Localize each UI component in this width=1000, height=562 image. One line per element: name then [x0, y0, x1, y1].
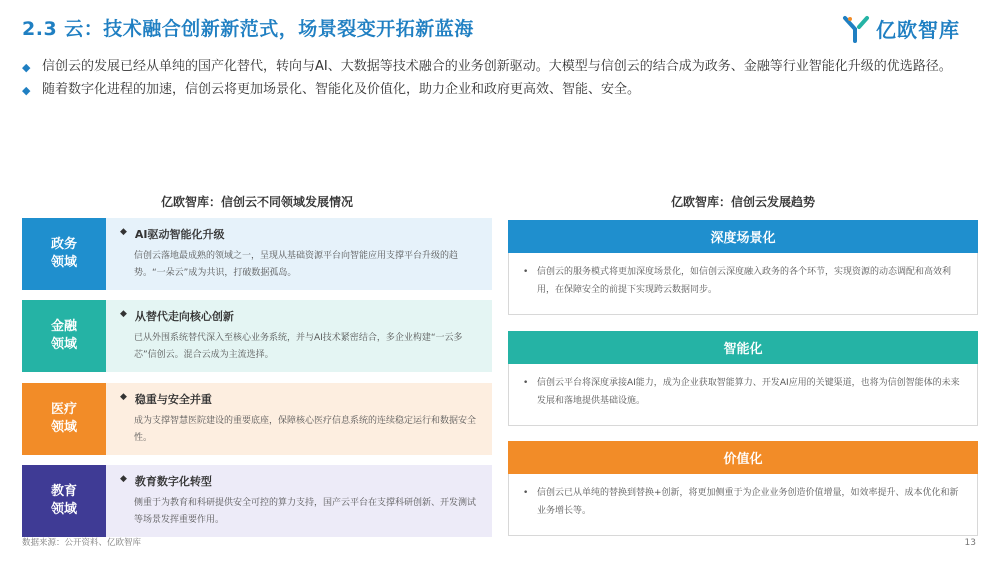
domain-heading — [120, 473, 482, 489]
domain-heading — [120, 226, 482, 242]
domain-row-education — [22, 465, 492, 537]
trend-body — [508, 474, 978, 536]
bullet-dot-icon: • — [523, 267, 529, 277]
bullet-item — [22, 58, 982, 77]
page-title: 2.3 云：技术融合创新新范式，场景裂变开拓新蓝海 — [22, 18, 474, 40]
domain-heading — [120, 391, 482, 407]
domain-heading-text: 教育数字化转型 — [134, 475, 212, 488]
trend-body — [508, 253, 978, 315]
domain-body — [106, 383, 492, 455]
domain-row-finance — [22, 300, 492, 372]
logo-icon — [842, 15, 872, 43]
logo — [842, 14, 960, 43]
domain-heading-text: 从替代走向核心创新 — [134, 310, 234, 323]
diamond-icon: ◆ — [120, 392, 127, 402]
domain-row-medical — [22, 383, 492, 455]
domain-desc: 已从外围系统替代深入至核心业务系统，并与AI技术紧密结合，多企业构建“一云多芯”信创云。混合云成为主流选择。 — [134, 333, 463, 360]
trend-text: 信创云的服务模式将更加深度场景化，如信创云深度融入政务的各个环节，实现资源的动态调配和高效利用，在保障安全的前提下实现跨云数据同步。 — [537, 267, 952, 295]
domain-row-government — [22, 218, 492, 290]
right-section-title: 亿欧智库：信创云发展趋势 — [670, 195, 815, 209]
domain-label: 教育 领域 — [22, 465, 106, 537]
trend-text: 信创云平台将深度承接AI能力，成为企业获取智能算力、开发AI应用的关键渠道，也将为信创智能体的未来发展和落地提供基础设施。 — [537, 378, 960, 406]
trend-heading: 深度场景化 — [508, 220, 978, 253]
trend-card-scenario — [508, 220, 978, 315]
domain-heading — [120, 308, 482, 324]
diamond-icon: ◆ — [22, 84, 31, 97]
bullet-text: 随着数字化进程的加速，信创云将更加场景化、智能化及价值化，助力企业和政府更高效、智能、安全。 — [42, 82, 641, 97]
domain-body — [106, 300, 492, 372]
domain-heading-text: 稳重与安全并重 — [134, 393, 212, 406]
diamond-icon: ◆ — [22, 61, 31, 74]
page-number: 13 — [964, 538, 976, 548]
intro-bullets — [22, 58, 982, 104]
bullet-dot-icon: • — [523, 488, 529, 498]
diamond-icon: ◆ — [120, 309, 127, 319]
logo-text: 亿欧智库 — [876, 18, 960, 42]
trend-card-value — [508, 441, 978, 536]
trend-text: 信创云已从单纯的替换到替换+创新，将更加侧重于为企业业务创造价值增量，如效率提升、成本优化和新业务增长等。 — [537, 488, 959, 516]
bullet-dot-icon: • — [523, 378, 529, 388]
domain-body — [106, 465, 492, 537]
domain-label: 金融 领域 — [22, 300, 106, 372]
left-section-title: 亿欧智库：信创云不同领域发展情况 — [160, 195, 353, 209]
source-note: 数据来源：公开资料、亿欧智库 — [22, 538, 142, 548]
trend-heading: 智能化 — [508, 331, 978, 364]
bullet-item — [22, 81, 982, 100]
domain-desc: 成为支撑智慧医院建设的重要底座，保障核心医疗信息系统的连续稳定运行和数据安全性。 — [134, 416, 477, 443]
domain-label: 医疗 领域 — [22, 383, 106, 455]
trend-card-intelligence — [508, 331, 978, 426]
domain-body — [106, 218, 492, 290]
bullet-text: 信创云的发展已经从单纯的国产化替代，转向与AI、大数据等技术融合的业务创新驱动。大模型与信创云的结合成为政务、金融等行业智能化升级的优选路径。 — [42, 59, 952, 74]
domain-label: 政务 领域 — [22, 218, 106, 290]
domain-desc: 侧重于为教育和科研提供安全可控的算力支持，国产云平台在支撑科研创新、开发测试等场景发挥重要作用。 — [134, 498, 477, 525]
diamond-icon: ◆ — [120, 227, 127, 237]
trend-body — [508, 364, 978, 426]
trend-heading: 价值化 — [508, 441, 978, 474]
domain-desc: 信创云落地最成熟的领域之一，呈现从基础资源平台向智能应用支撑平台升级的趋势。“一朵云”成为共识，打破数据孤岛。 — [134, 251, 459, 278]
diamond-icon: ◆ — [120, 474, 127, 484]
domain-heading-text: AI驱动智能化升级 — [134, 228, 225, 241]
